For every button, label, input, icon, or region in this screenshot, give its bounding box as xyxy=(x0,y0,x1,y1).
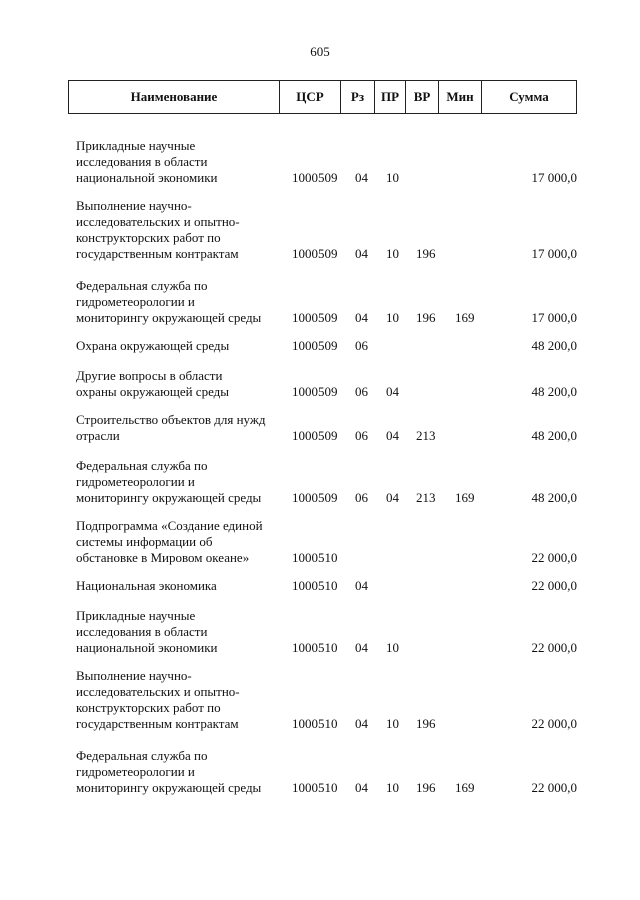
row-name-line: государственным контрактам xyxy=(76,246,239,261)
row-vr: 213 xyxy=(416,428,436,443)
row-name-line: Прикладные научные xyxy=(76,608,196,623)
row-pr: 10 xyxy=(386,716,399,731)
row-name-line: исследования в области xyxy=(76,154,208,169)
table-row xyxy=(0,412,640,444)
row-sum: 22 000,0 xyxy=(531,716,577,731)
row-name-line: Федеральная служба по xyxy=(76,748,208,763)
row-name xyxy=(76,412,286,444)
table-row xyxy=(0,748,640,796)
row-name-line: государственным контрактам xyxy=(76,716,239,731)
table-row xyxy=(0,138,640,186)
row-pr: 10 xyxy=(386,310,399,325)
row-vr: 196 xyxy=(416,716,436,731)
row-rz: 04 xyxy=(355,310,368,325)
row-name-line: отрасли xyxy=(76,428,120,443)
row-rz: 06 xyxy=(355,338,368,353)
row-name-line: Выполнение научно- xyxy=(76,198,192,213)
header-name: Наименование xyxy=(130,89,218,104)
row-name-line: исследования в области xyxy=(76,624,208,639)
header-min: Мин xyxy=(446,89,474,104)
row-name-line: Строительство объектов для нужд xyxy=(76,412,266,427)
row-name xyxy=(76,338,286,354)
row-rz: 04 xyxy=(355,640,368,655)
row-name-line: мониторингу окружающей среды xyxy=(76,310,262,325)
row-name-line: конструкторских работ по xyxy=(76,230,221,245)
row-name xyxy=(76,368,286,400)
row-sum: 48 200,0 xyxy=(531,428,577,443)
header-vr: ВР xyxy=(413,89,431,104)
row-csr: 1000510 xyxy=(292,716,338,731)
row-sum: 17 000,0 xyxy=(531,246,577,261)
header-rz: Рз xyxy=(350,89,365,104)
row-csr: 1000509 xyxy=(292,246,338,261)
row-name-line: Подпрограмма «Создание единой xyxy=(76,518,263,533)
row-name-line: мониторингу окружающей среды xyxy=(76,490,262,505)
row-csr: 1000509 xyxy=(292,428,338,443)
table-row xyxy=(0,458,640,506)
row-name-line: гидрометеорологии и xyxy=(76,764,195,779)
row-csr: 1000509 xyxy=(292,338,338,353)
row-csr: 1000510 xyxy=(292,550,338,565)
table-row xyxy=(0,278,640,326)
row-name-line: мониторингу окружающей среды xyxy=(76,780,262,795)
row-sum: 48 200,0 xyxy=(531,384,577,399)
row-pr: 10 xyxy=(386,640,399,655)
row-sum: 22 000,0 xyxy=(531,578,577,593)
row-name-line: Другие вопросы в области xyxy=(76,368,223,383)
row-sum: 22 000,0 xyxy=(531,780,577,795)
row-pr: 04 xyxy=(386,428,399,443)
row-sum: 22 000,0 xyxy=(531,550,577,565)
row-name-line: охраны окружающей среды xyxy=(76,384,230,399)
row-min: 169 xyxy=(455,780,475,795)
row-name-line: Федеральная служба по xyxy=(76,458,208,473)
row-vr: 213 xyxy=(416,490,436,505)
row-vr: 196 xyxy=(416,310,436,325)
table-row xyxy=(0,668,640,732)
row-name xyxy=(76,138,286,186)
row-csr: 1000509 xyxy=(292,384,338,399)
table-row xyxy=(0,198,640,262)
row-name-line: Национальная экономика xyxy=(76,578,217,593)
row-sum: 48 200,0 xyxy=(531,338,577,353)
row-name-line: исследовательских и опытно- xyxy=(76,214,240,229)
row-rz: 04 xyxy=(355,716,368,731)
table-row xyxy=(0,368,640,400)
row-name xyxy=(76,278,286,326)
row-pr: 04 xyxy=(386,384,399,399)
row-name-line: обстановке в Мировом океане» xyxy=(76,550,250,565)
page-number: 605 xyxy=(310,44,330,59)
row-sum: 17 000,0 xyxy=(531,170,577,185)
row-name-line: конструкторских работ по xyxy=(76,700,221,715)
row-csr: 1000509 xyxy=(292,310,338,325)
table-row xyxy=(0,338,640,354)
table-row xyxy=(0,578,640,594)
row-name xyxy=(76,748,286,796)
row-csr: 1000510 xyxy=(292,578,338,593)
row-vr: 196 xyxy=(416,246,436,261)
row-pr: 10 xyxy=(386,780,399,795)
row-rz: 04 xyxy=(355,780,368,795)
row-name xyxy=(76,578,286,594)
row-name xyxy=(76,458,286,506)
row-csr: 1000509 xyxy=(292,490,338,505)
row-name-line: национальной экономики xyxy=(76,170,218,185)
row-name-line: Охрана окружающей среды xyxy=(76,338,230,353)
row-rz: 06 xyxy=(355,384,368,399)
row-rz: 04 xyxy=(355,578,368,593)
row-name-line: Федеральная служба по xyxy=(76,278,208,293)
row-sum: 48 200,0 xyxy=(531,490,577,505)
row-vr: 196 xyxy=(416,780,436,795)
row-rz: 04 xyxy=(355,246,368,261)
row-csr: 1000510 xyxy=(292,640,338,655)
row-name-line: исследовательских и опытно- xyxy=(76,684,240,699)
header-pr: ПР xyxy=(380,89,400,104)
row-sum: 17 000,0 xyxy=(531,310,577,325)
row-rz: 06 xyxy=(355,490,368,505)
row-pr: 10 xyxy=(386,246,399,261)
row-name-line: гидрометеорологии и xyxy=(76,294,195,309)
row-csr: 1000509 xyxy=(292,170,338,185)
row-csr: 1000510 xyxy=(292,780,338,795)
row-min: 169 xyxy=(455,490,475,505)
row-rz: 06 xyxy=(355,428,368,443)
row-name-line: Выполнение научно- xyxy=(76,668,192,683)
row-name xyxy=(76,518,286,566)
row-sum: 22 000,0 xyxy=(531,640,577,655)
row-name-line: национальной экономики xyxy=(76,640,218,655)
header-sum: Сумма xyxy=(509,89,549,104)
row-name xyxy=(76,668,286,732)
row-name xyxy=(76,198,286,262)
row-pr: 04 xyxy=(386,490,399,505)
row-rz: 04 xyxy=(355,170,368,185)
header-csr: ЦСР xyxy=(296,89,324,104)
table-row xyxy=(0,608,640,656)
table-row xyxy=(0,518,640,566)
row-pr: 10 xyxy=(386,170,399,185)
row-name xyxy=(76,608,286,656)
row-name-line: Прикладные научные xyxy=(76,138,196,153)
row-name-line: гидрометеорологии и xyxy=(76,474,195,489)
row-min: 169 xyxy=(455,310,475,325)
row-name-line: системы информации об xyxy=(76,534,213,549)
